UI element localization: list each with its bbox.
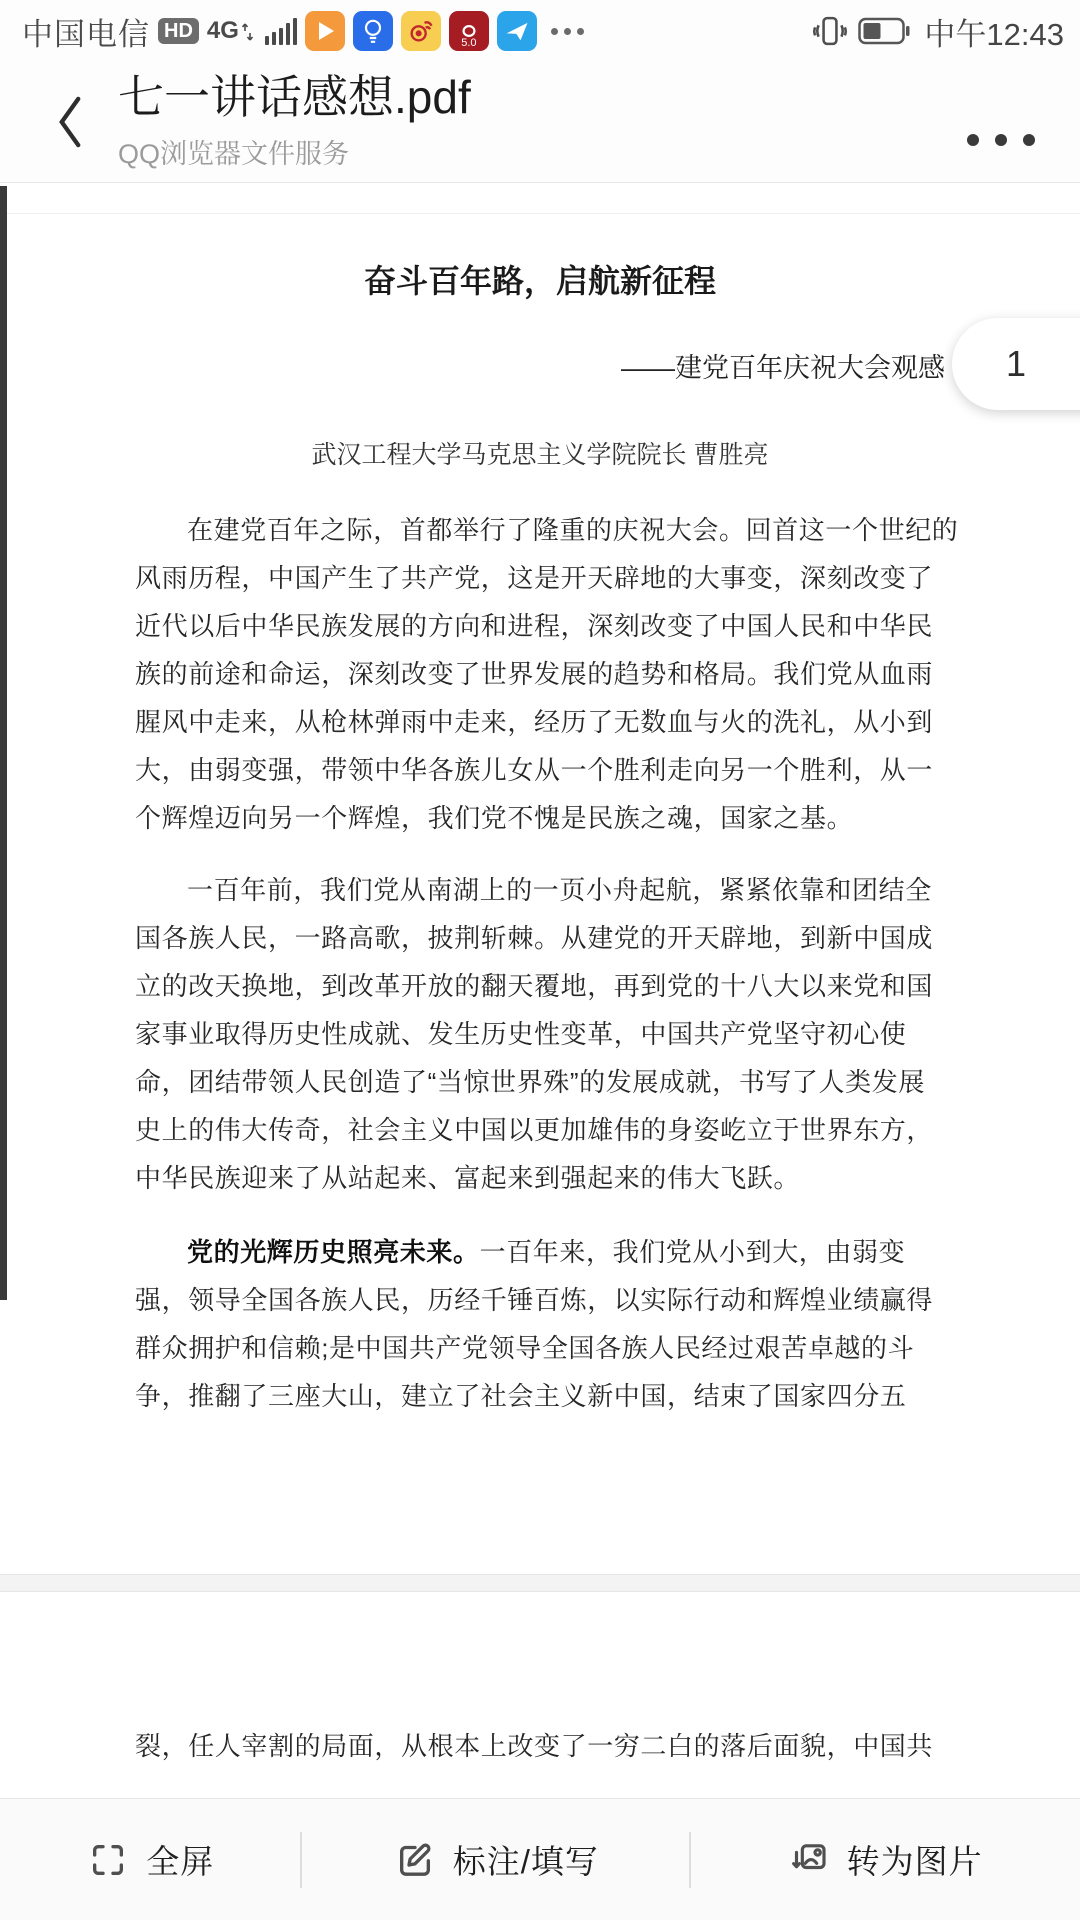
- pdf-page-area[interactable]: [0, 183, 1080, 1798]
- text-line: 中华民族迎来了从站起来、富起来到强起来的伟大飞跃。: [135, 1163, 801, 1193]
- network-type: 4G: [207, 19, 255, 43]
- more-menu-icon: [967, 134, 979, 146]
- annotate-label: 标注/填写: [452, 1843, 599, 1880]
- video-app-icon: [449, 11, 489, 51]
- paragraph-2: [135, 866, 951, 1202]
- page2-text-line: 裂，任人宰割的局面，从根本上改变了一穷二白的落后面貌，中国共: [135, 1731, 934, 1761]
- text-line: 一百年前，我们党从南湖上的一页小舟起航，紧紧依靠和团结全: [187, 875, 932, 905]
- annotate-button[interactable]: [302, 1799, 691, 1920]
- carrier-label: 中国电信: [22, 16, 150, 52]
- status-bar-left: [22, 9, 584, 54]
- convert-to-image-icon: [789, 1840, 829, 1880]
- clock-label: 中午12:43: [924, 16, 1064, 52]
- fullscreen-label: 全屏: [146, 1843, 215, 1880]
- more-menu-button[interactable]: [945, 120, 1035, 160]
- battery-icon: [858, 16, 910, 46]
- convert-to-image-button[interactable]: [691, 1799, 1080, 1920]
- pdf-document-title: 奋斗百年路，启航新征程: [363, 263, 716, 299]
- more-notifications-icon: [551, 28, 584, 35]
- text-line: 个辉煌迈向另一个辉煌，我们党不愧是民族之魂，国家之基。: [135, 803, 854, 833]
- text-line: 群众拥护和信赖;是中国共产党领导全国各族人民经过艰苦卓越的斗: [135, 1333, 915, 1363]
- page-separator: [0, 1574, 1080, 1592]
- text-line: 族的前途和命运，深刻改变了世界发展的趋势和格局。我们党从血雨: [135, 659, 934, 689]
- text-line: 史上的伟大传奇，社会主义中国以更加雄伟的身姿屹立于世界东方，: [135, 1115, 934, 1145]
- wing-app-icon: [497, 11, 537, 51]
- fullscreen-button[interactable]: [0, 1799, 302, 1920]
- text-line: 近代以后中华民族发展的方向和进程，深刻改变了中国人民和中华民: [135, 611, 934, 641]
- paragraph-3: [135, 1228, 951, 1420]
- text-line: 国各族人民，一路高歌，披荆斩棘。从建党的开天辟地，到新中国成: [135, 923, 934, 953]
- signal-bars-icon: [265, 17, 297, 45]
- status-bar: [0, 0, 1080, 62]
- weibo-app-icon: [401, 11, 441, 51]
- bottom-toolbar: [0, 1798, 1080, 1920]
- text-line: 争，推翻了三座大山，建立了社会主义新中国，结束了国家四分五: [135, 1381, 907, 1411]
- page-number: 1: [1005, 343, 1027, 384]
- page-left-edge: [0, 186, 7, 1300]
- text-line: 风雨历程，中国产生了共产党，这是开天辟地的大事变，深刻改变了: [135, 563, 934, 593]
- file-title: 七一讲话感想.pdf: [118, 71, 471, 123]
- text-line: 强，领导全国各族人民，历经千锤百炼，以实际行动和辉煌业绩赢得: [135, 1285, 934, 1315]
- page-number-badge[interactable]: [952, 318, 1080, 410]
- back-chevron-icon: [50, 89, 90, 155]
- document-header: [0, 62, 1080, 182]
- back-button[interactable]: [42, 86, 98, 160]
- play-app-icon: [305, 11, 345, 51]
- text-line: 党的光辉历史照亮未来。一百年来，我们党从小到大，由弱变: [187, 1237, 906, 1267]
- text-line: 在建党百年之际，首都举行了隆重的庆祝大会。回首这一个世纪的: [187, 515, 959, 545]
- video-app-badge: 5.0: [461, 37, 477, 49]
- header-titles: [118, 68, 471, 171]
- text-line: 腥风中走来，从枪林弹雨中走来，经历了无数血与火的洗礼，从小到: [135, 707, 934, 737]
- paragraph-1: [135, 506, 959, 842]
- text-line: 大，由弱变强，带领中华各族儿女从一个胜利走向另一个胜利，从一: [135, 755, 934, 785]
- pdf-document-subtitle: ——建党百年庆祝大会观感: [621, 353, 945, 383]
- hd-badge: HD: [158, 18, 199, 44]
- pdf-document-author: 武汉工程大学马克思主义学院院长 曹胜亮: [311, 441, 769, 469]
- paragraph-lead: 党的光辉历史照亮未来。: [187, 1237, 480, 1267]
- status-bar-right: [810, 9, 1064, 54]
- annotate-icon: [395, 1840, 435, 1880]
- lightbulb-app-icon: [353, 11, 393, 51]
- text-line: 命，团结带领人民创造了“当惊世界殊”的发展成就，书写了人类发展: [135, 1067, 925, 1097]
- fullscreen-icon: [88, 1840, 128, 1880]
- network-arrows-icon: [241, 21, 255, 43]
- vibrate-icon: [810, 11, 850, 51]
- file-service-subtitle: QQ浏览器文件服务: [118, 139, 350, 169]
- page-top-edge: [0, 213, 1080, 214]
- text-line: 立的改天换地，到改革开放的翻天覆地，再到党的十八大以来党和国: [135, 971, 934, 1001]
- convert-to-image-label: 转为图片: [846, 1843, 983, 1880]
- text-line: 家事业取得历史性成就、发生历史性变革，中国共产党坚守初心使: [135, 1019, 907, 1049]
